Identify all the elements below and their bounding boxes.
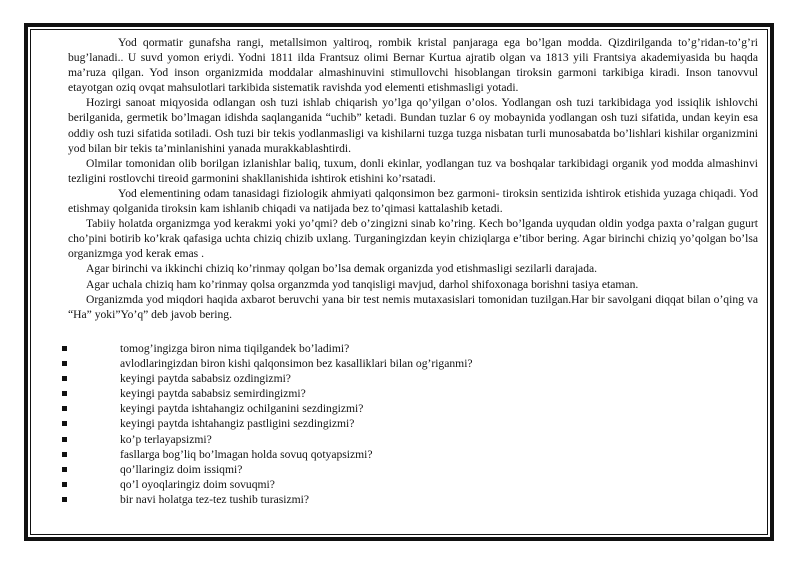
paragraph: Yod qormatir gunafsha rangi, metallsimon yaltiroq, rombik kristal panjaraga ega bo’lgan modda. Qizdirilganda to’g’ridan-to’g’ri bug’lanadi.. U suvd yomon eriydi. Yodni 1811 ilda Frantsuz olimi Bernar Kurtua ajratib olgan va 1813 yili Frantsiya akademiyasida bu haqda ma’ruza qilgan. Yod inson organizmida moddalar almashinuvini stimullovchi hisoblangan tiroksin garmoni tarkibiga kiradi. Inson tanovvul etayotgan oziq ovqat mahsulotlari tarkibida sistematik ravishda yod elementi etishmasligi yotadi. [68,36,758,95]
bullet-icon [62,376,67,381]
list-item [62,477,662,492]
paragraph: Olmilar tomonidan olib borilgan izlanishlar baliq, tuxum, donli ekinlar, yodlangan tuz va boshqalar tarkibidagi organik yod modda almashinvi tezligini rostlovchi tireoid garmonini shakllanishida ishtirok etishini ko’rsatadi. [68,156,758,185]
list-item [62,462,662,477]
bullet-icon [62,346,67,351]
bullet-icon [62,467,67,472]
list-item [62,401,662,416]
bullet-icon [62,361,67,366]
question-text: qo’l oyoqlaringiz doim sovuqmi? [120,477,275,491]
question-text: keyingi paytda sababsiz ozdingizmi? [120,372,291,386]
paragraph: Agar birinchi va ikkinchi chiziq ko’rinmay qolgan bo’lsa demak organizda yod etishmasligi sezilarli darajada. [86,262,598,276]
bullet-icon [62,497,67,502]
question-text: keyingi paytda sababsiz semirdingizmi? [120,387,306,401]
list-item [62,371,662,386]
list-item [62,341,662,356]
list-item [62,447,662,462]
list-item [62,432,662,447]
question-text: ko’p terlayapsizmi? [120,432,212,446]
paragraph: Yod elementining odam tanasidagi fiziologik ahmiyati qalqonsimon bez garmoni- tiroksin sentizida ishtirok etishida yuzaga chiqadi. Yod etishmay qolganida tiroksin kam ishlanib chiqadi va natijada bez to’qimasi kattalashib ketadi. [68,186,758,216]
question-text: bir navi holatga tez-tez tushib turasizmi? [120,492,309,506]
list-item [62,356,662,371]
question-text: avlodlaringizdan biron kishi qalqonsimon bez kasalliklari bilan og’riganmi? [120,357,473,371]
list-item [62,492,662,507]
document-body [68,35,758,322]
list-item [62,386,662,401]
bullet-icon [62,452,67,457]
bullet-icon [62,482,67,487]
question-list [62,341,662,507]
paragraph: Tabiiy holatda organizmga yod kerakmi yoki yo’qmi? deb o’zingizni sinab ko’ring. Kech bo’lganda uyqudan oldin yodga paxta o’ralgan gugurt cho’pini botirib ko’krak qafasiga uchta chiziq chizib uxlang. Turganingizdan keyin chiziqlarga e’tibor bering. Agar birinchi chiziq yo’qolgan bo’lsa organizmga yod kerak emas . [68,217,758,261]
paragraph: Organizmda yod miqdori haqida axbarot beruvchi yana bir test nemis mutaxasislari tomonidan tuzilgan.Har bir savolgani diqqat bilan o’qing va “Ha” yoki”Yo’q” deb javob bering. [68,292,758,321]
question-text: keyingi paytda ishtahangiz ochilganini sezdingizmi? [120,402,364,416]
bullet-icon [62,391,67,396]
paragraph: Hozirgi sanoat miqyosida odlangan osh tuzi ishlab chiqarish yo’lga qo’yilgan o’olos. Yodlangan osh tuzi tarkibidaga yod issiqlik ishlovchi berilganida, germetik bo’lmagan idishda saqlanganida “uchib” ketadi. Bundan tuzlar 6 oy mobaynida yodlangan osh tuzi sifatida, undan keyin esa oddiy osh tuzi sifatida sotiladi. Osh tuzi bir tekis yodlanmasligi va kishilarni tuzga tuzga nisbatan turli munosabatda bo’lishlari kishilar organizmini yod bilan bir tekis ta’minlanishini yanada murakkablashtirdi. [68,96,758,155]
list-item [62,416,662,431]
question-text: keyingi paytda ishtahangiz pastligini sezdingizmi? [120,417,355,431]
question-text: qo’llaringiz doim issiqmi? [120,462,243,476]
question-text: fasllarga bog’liq bo’lmagan holda sovuq qotyapsizmi? [120,447,373,461]
paragraph: Agar uchala chiziq ham ko’rinmay qolsa organzmda yod tanqisligi mavjud, darhol shifoxonaga borishni tasiya etaman. [86,277,639,291]
bullet-icon [62,421,67,426]
bullet-icon [62,406,67,411]
bullet-icon [62,437,67,442]
question-text: tomog’ingizga biron nima tiqilgandek bo’ladimi? [120,342,350,355]
